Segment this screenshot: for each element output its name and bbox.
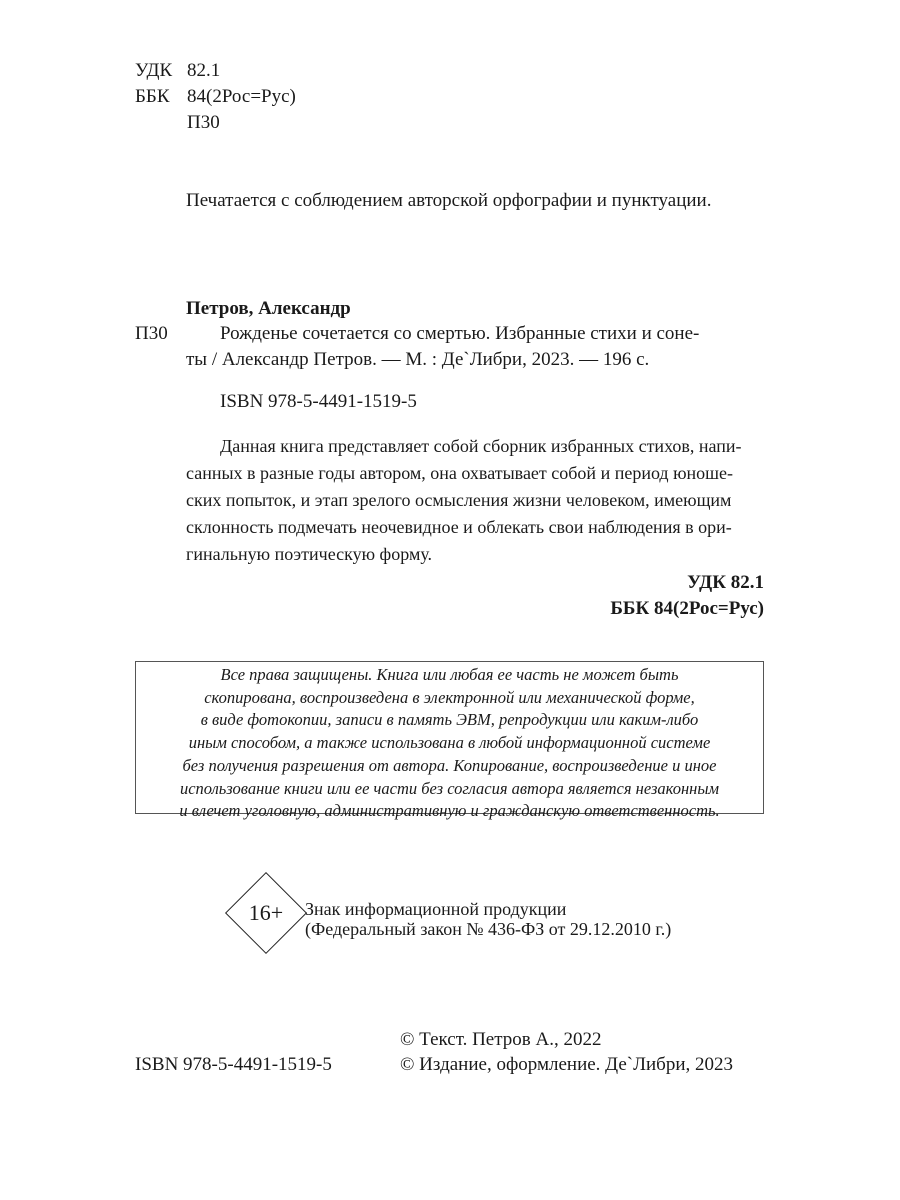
catalog-title-line1: Рожденье сочетается со смертью. Избранные стихи и соне- — [220, 323, 700, 344]
author-mark: П30 — [187, 112, 220, 133]
age-rating-line1: Знак информационной продукции — [305, 899, 567, 919]
annotation-line: ских попыток, и этап зрелого осмысления жизни человеком, имеющим — [186, 490, 732, 510]
bbk-label: ББК — [135, 86, 170, 107]
rights-line: скопирована, воспроизведена в электронной или механической форме, — [204, 687, 695, 707]
annotation-line: склонность подмечать неочевидное и облекать свои наблюдения в ори- — [186, 517, 732, 537]
rights-line: использование книги или ее части без согласия автора является незаконным — [179, 778, 720, 798]
udk-value: 82.1 — [187, 60, 221, 81]
rights-line: и влечет уголовную, административную и гражданскую ответственность. — [179, 801, 720, 821]
udk-label: УДК — [135, 60, 173, 81]
orthography-note: Печатается с соблюдением авторской орфографии и пунктуации. — [186, 190, 712, 211]
catalog-title-line2: ты / Александр Петров. — М. : Де`Либри, 2023. — 196 с. — [186, 349, 650, 370]
rights-line: в виде фотокопии, записи в память ЭВМ, репродукции или каким-либо — [200, 710, 699, 730]
annotation-line: Данная книга представляет собой сборник избранных стихов, напи- — [220, 436, 742, 456]
catalog-mark: П30 — [135, 323, 168, 344]
age-rating-badge — [237, 884, 295, 942]
catalog-isbn: ISBN 978-5-4491-1519-5 — [220, 391, 417, 412]
annotation-line: санных в разные годы автором, она охватывает собой и период юноше- — [186, 463, 734, 483]
udk-row — [135, 58, 296, 84]
age-rating-line2: (Федеральный закон № 436-ФЗ от 29.12.2010 г.) — [305, 919, 672, 939]
bbk-row — [135, 84, 296, 110]
copyright-text: © Текст. Петров А., 2022 — [400, 1029, 602, 1050]
rights-notice-box — [135, 661, 764, 821]
rights-line: без получения разрешения от автора. Копирование, воспроизведение и иное — [182, 755, 717, 775]
catalog-author: Петров, Александр — [186, 298, 351, 319]
catalog-udk: УДК 82.1 — [687, 572, 764, 593]
catalog-annotation — [186, 433, 764, 568]
bbk-value: 84(2Рос=Рус) — [187, 86, 296, 107]
catalog-bbk: ББК 84(2Рос=Рус) — [610, 598, 764, 619]
rights-line: Все права защищены. Книга или любая ее часть не может быть — [220, 665, 679, 684]
rights-line: иным способом, а также использована в любой информационной системе — [188, 733, 711, 753]
age-rating-label: 16+ — [248, 900, 284, 925]
footer-isbn: ISBN 978-5-4491-1519-5 — [135, 1054, 332, 1075]
classifier-block — [135, 58, 296, 136]
copyright-edition: © Издание, оформление. Де`Либри, 2023 — [400, 1054, 734, 1075]
annotation-line: гинальную поэтическую форму. — [186, 544, 433, 564]
author-mark-row — [135, 110, 296, 136]
